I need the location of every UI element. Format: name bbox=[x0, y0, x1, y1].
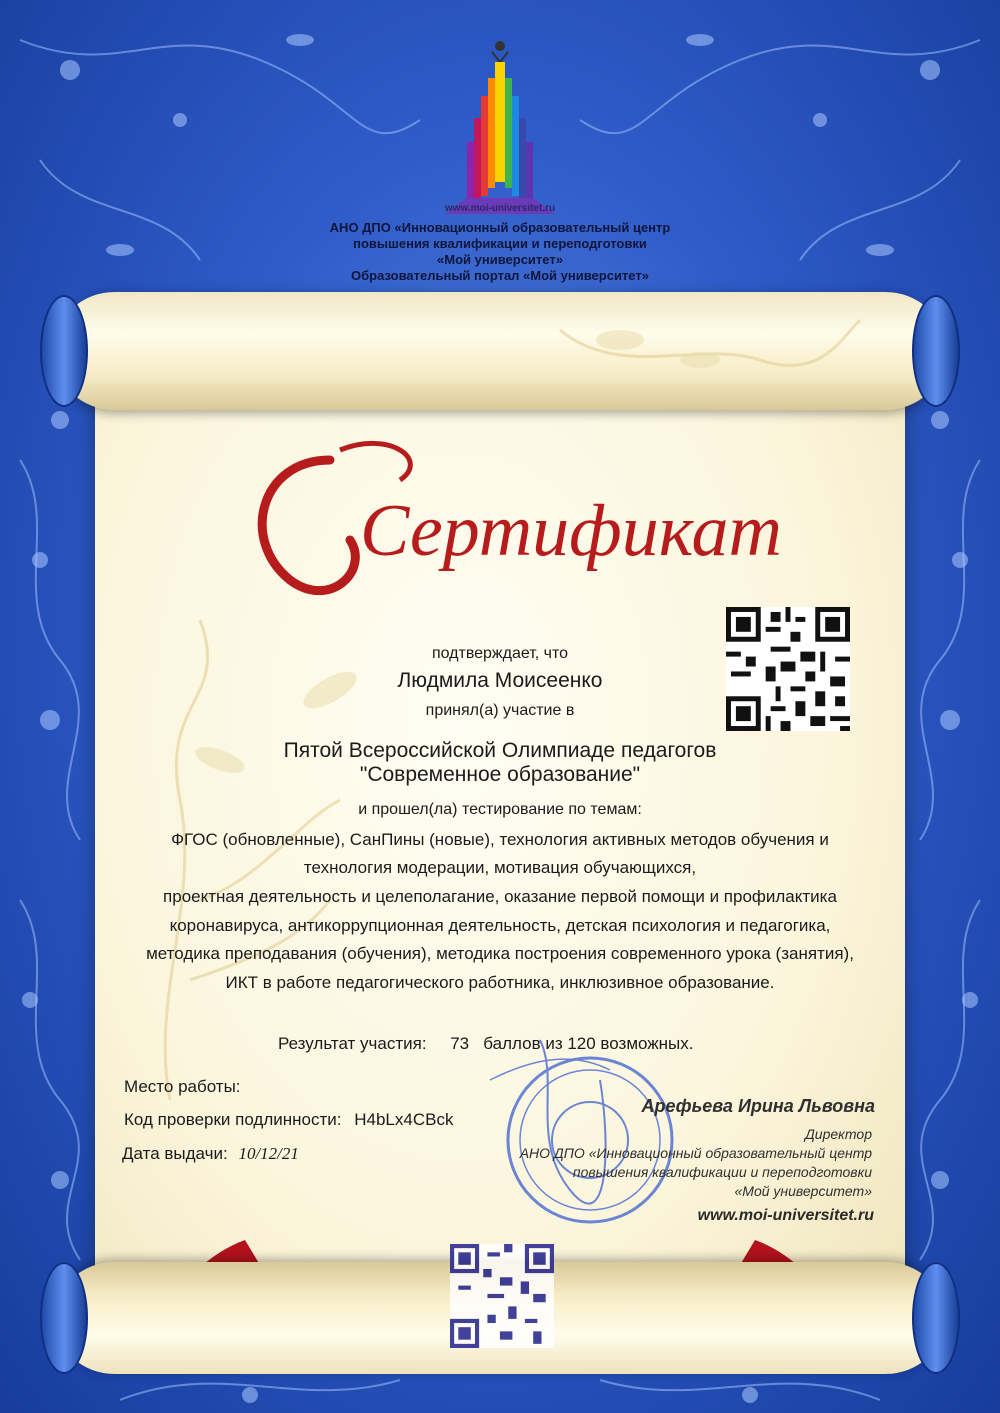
recipient-name: Людмила Моисеенко bbox=[397, 669, 603, 692]
workplace-label: Место работы: bbox=[124, 1077, 241, 1096]
logo-website-caption: www.moi-universitet.ru bbox=[444, 203, 556, 214]
organization-header bbox=[250, 220, 750, 284]
scroll-roll-end-right-bottom bbox=[912, 1262, 960, 1374]
qr-code bbox=[726, 607, 850, 731]
verification-code-field bbox=[124, 1110, 453, 1130]
scroll-top-roll bbox=[55, 292, 945, 410]
participated-text: принял(а) участие в bbox=[425, 702, 575, 719]
scroll-roll-end-left-bottom bbox=[40, 1262, 88, 1374]
issue-date-label: Дата выдачи: bbox=[122, 1144, 228, 1163]
signatory-org-line: повышения квалификации и переподготовки bbox=[572, 1164, 872, 1180]
org-line: АНО ДПО «Инновационный образовательный центр bbox=[329, 220, 671, 235]
result-label: Результат участия: bbox=[278, 1034, 427, 1053]
signatory-role: Директор bbox=[804, 1126, 872, 1142]
verification-qr-code bbox=[450, 1244, 554, 1348]
topics-line: методика преподавания (обучения), методика построения современного урока (занятия), bbox=[146, 944, 854, 963]
portal-line: Образовательный портал «Мой университет» bbox=[351, 268, 649, 283]
org-line: повышения квалификации и переподготовки bbox=[353, 236, 647, 251]
workplace-field bbox=[124, 1077, 241, 1097]
event-title-line-2: "Современное образование" bbox=[359, 763, 641, 786]
topics-line: технология модерации, мотивация обучающихся, bbox=[303, 858, 697, 877]
topics-line: проектная деятельность и целеполагание, оказание первой помощи и профилактика bbox=[163, 887, 837, 906]
verification-code-label: Код проверки подлинности: bbox=[124, 1110, 342, 1129]
signatory-name: Арефьева Ирина Львовна bbox=[641, 1096, 875, 1116]
topics-line: ИКТ в работе педагогического работника, инклюзивное образование. bbox=[225, 973, 775, 992]
result-suffix: баллов из 120 возможных. bbox=[483, 1034, 694, 1053]
topics-line: коронавируса, антикоррупционная деятельность, детская психология и педагогика, bbox=[169, 916, 831, 935]
certificate-title-text: Сертификат bbox=[360, 490, 782, 572]
confirms-text: подтверждает, что bbox=[431, 645, 569, 662]
scroll-roll-end-right-top bbox=[912, 295, 960, 407]
signatory-org-line: «Мой университет» bbox=[734, 1183, 872, 1199]
passed-testing-text: и прошел(ла) тестирование по темам: bbox=[358, 801, 642, 818]
website-url: www.moi-universitet.ru bbox=[697, 1207, 874, 1224]
signatory-org-line: АНО ДПО «Инновационный образовательный центр bbox=[519, 1145, 872, 1161]
event-title-line-1: Пятой Всероссийской Олимпиаде педагогов bbox=[283, 739, 717, 762]
rainbow-tower-logo bbox=[440, 38, 560, 218]
result-line bbox=[278, 1034, 693, 1054]
org-line: «Мой университет» bbox=[437, 252, 563, 267]
result-score: 73 bbox=[450, 1034, 470, 1053]
scroll-roll-end-left-top bbox=[40, 295, 88, 407]
issue-date-value: 10/12/21 bbox=[238, 1144, 299, 1163]
certificate-title bbox=[220, 420, 800, 620]
issue-date-field bbox=[122, 1144, 299, 1164]
verification-code-value: H4bLx4CBck bbox=[354, 1110, 454, 1129]
topics-line: ФГОС (обновленные), СанПины (новые), технология активных методов обучения и bbox=[171, 830, 829, 849]
